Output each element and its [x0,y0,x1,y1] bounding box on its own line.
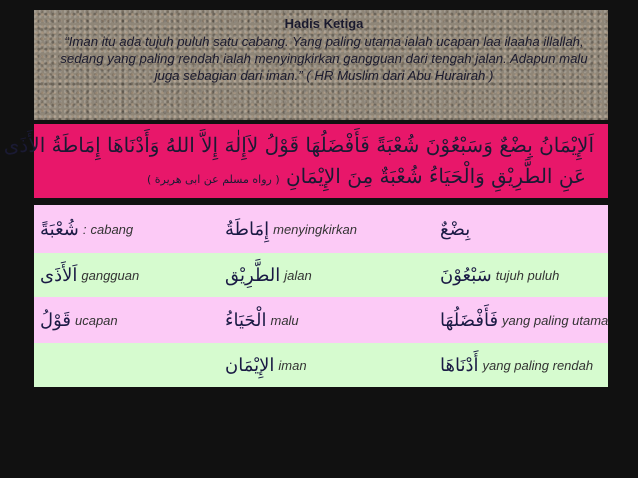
table-row [34,253,608,297]
hadis-title: Hadis Ketiga [284,16,364,31]
arabic-line-2-text: عَنِ الطَّرِيْقِ وَالْحَيَاءُ شُعْبَةٌ مِنَ الإِيْمَانِ [285,164,586,188]
word-meaning: tujuh puluh [495,267,560,283]
arabic-word: سَبْعُوْنَ [440,264,492,286]
table-row [34,205,608,253]
hadis-box [34,10,608,120]
table-cell [394,343,608,387]
word-meaning: menyingkirkan [273,221,357,237]
arabic-word: إِمَاطَةُ [225,218,270,240]
table-cell [219,297,394,343]
table-cell [219,205,394,253]
arabic-line-1: اَلإِيْمَانُ بِضْعٌ وَسَبْعُوْنَ شُعْبَةً فَأَفْضَلُهَا قَوْلُ لاَإِلٰهَ إِلاَّ اللهُ وَأَدْنَاهَا إِمَاطَةُ الأَذَى [3,133,594,157]
table-cell [219,253,394,297]
table-row [34,297,608,343]
separator: : [82,221,87,237]
arabic-word: فَأَفْضَلُهَا [440,309,499,331]
table-cell [394,297,608,343]
word-meaning: ucapan [74,312,118,328]
arabic-word: الطَّرِيْق [225,264,281,286]
arabic-word: الإِيْمَان [225,354,275,376]
word-meaning: gangguan [81,267,140,283]
riwayat-note: ( رواه مسلم عن ابى هريرة ) [146,173,280,186]
word-meaning: yang paling utama [502,312,608,328]
word-meaning: malu [270,312,299,328]
arabic-word: اَلأَذَى [40,264,78,286]
word-meaning: yang paling rendah [482,357,594,373]
arabic-word: بِضْعٌ [440,218,471,240]
arabic-word: شُعْبَةً [40,218,79,240]
arabic-word: أَدْنَاهَا [440,354,479,376]
word-meaning: jalan [284,267,312,283]
table-cell [34,205,219,253]
table-cell [394,253,608,297]
vocabulary-table [34,205,608,387]
table-cell [34,343,219,387]
word-meaning: iman [278,357,307,373]
arabic-word: قَوْلُ [40,309,71,331]
arabic-hadith-banner [3,124,608,198]
hadis-translation: “Iman itu ada tujuh puluh satu cabang. Yang paling utama ialah ucapan laa ilaaha illallah, sedang yang paling rendah ialah menyingkirkan gangguan dari tengah jalan. Adapun malu juga sebagian dari iman.” ( HR Muslim dari Abu Hurairah ) [60,34,588,83]
table-cell [219,343,394,387]
table-cell [34,297,219,343]
arabic-word: الْحَيَاءُ [225,309,267,331]
word-meaning: cabang [90,221,134,237]
arabic-line-2 [48,160,594,196]
table-row [34,343,608,387]
table-cell [34,253,219,297]
table-cell [394,205,608,253]
